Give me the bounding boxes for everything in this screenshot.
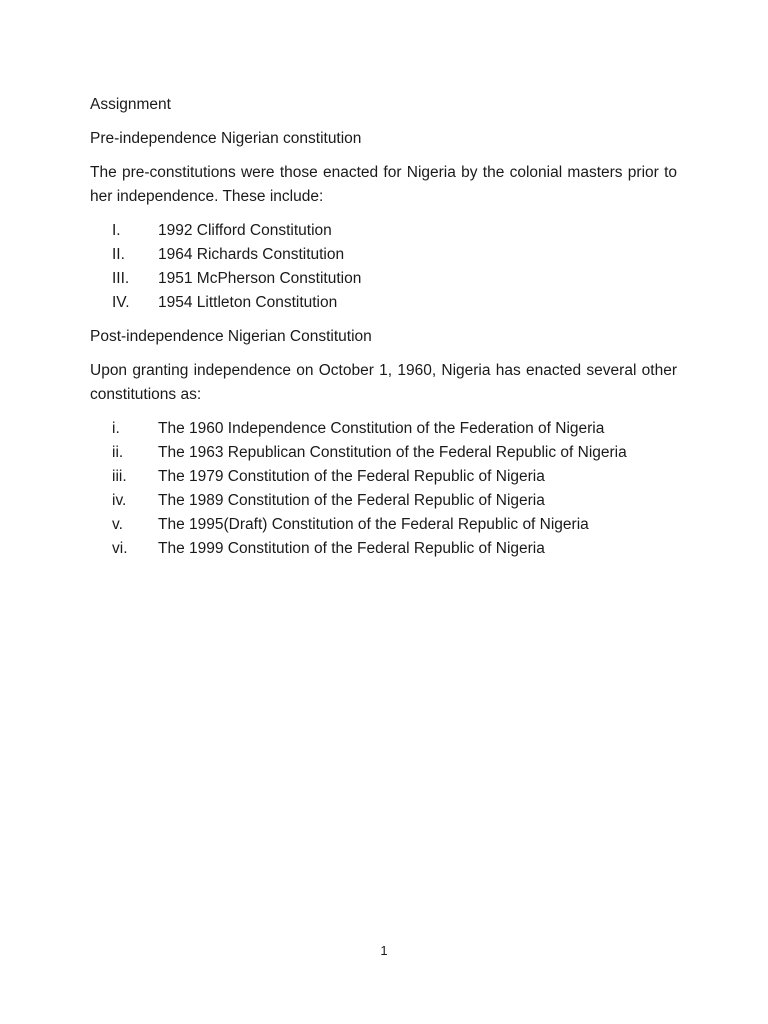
list-item bbox=[90, 291, 677, 315]
list-item-text: 1964 Richards Constitution bbox=[158, 246, 345, 263]
pre-independence-intro: The pre-constitutions were those enacted for Nigeria by the colonial masters prior to her independence. These include: bbox=[90, 164, 677, 205]
list-item-text: 1992 Clifford Constitution bbox=[158, 222, 332, 239]
list-item-text: The 1960 Independence Constitution of the Federation of Nigeria bbox=[158, 420, 605, 437]
post-independence-heading: Post-independence Nigerian Constitution bbox=[90, 328, 372, 345]
list-item-number: iii. bbox=[112, 468, 127, 485]
list-item-number: III. bbox=[112, 270, 130, 287]
list-item-number: iv. bbox=[112, 492, 127, 509]
list-item-number: I. bbox=[112, 222, 121, 239]
list-item-number: i. bbox=[112, 420, 120, 437]
list-item-number: II. bbox=[112, 246, 125, 263]
list-item-text: The 1979 Constitution of the Federal Republic of Nigeria bbox=[158, 468, 545, 485]
page-number: 1 bbox=[380, 943, 388, 958]
pre-independence-heading: Pre-independence Nigerian constitution bbox=[90, 130, 362, 147]
list-item bbox=[90, 465, 677, 489]
list-item-text: 1951 McPherson Constitution bbox=[158, 270, 362, 287]
document-body bbox=[90, 93, 677, 571]
list-item-text: The 1963 Republican Constitution of the Federal Republic of Nigeria bbox=[158, 444, 627, 461]
list-item bbox=[90, 537, 677, 561]
list-item bbox=[90, 441, 677, 465]
list-item-number: IV. bbox=[112, 294, 130, 311]
list-item bbox=[90, 489, 677, 513]
pre-independence-list bbox=[90, 219, 677, 315]
list-item-text: The 1995(Draft) Constitution of the Federal Republic of Nigeria bbox=[158, 516, 589, 533]
list-item bbox=[90, 513, 677, 537]
list-item-number: vi. bbox=[112, 540, 128, 557]
list-item-text: 1954 Littleton Constitution bbox=[158, 294, 338, 311]
list-item-number: v. bbox=[112, 516, 123, 533]
post-independence-intro: Upon granting independence on October 1, 1960, Nigeria has enacted several other constitutions as: bbox=[90, 362, 677, 403]
document-title: Assignment bbox=[90, 96, 171, 113]
list-item bbox=[90, 219, 677, 243]
list-item bbox=[90, 417, 677, 441]
list-item-text: The 1989 Constitution of the Federal Republic of Nigeria bbox=[158, 492, 545, 509]
post-independence-list bbox=[90, 417, 677, 561]
list-item-text: The 1999 Constitution of the Federal Republic of Nigeria bbox=[158, 540, 545, 557]
list-item-number: ii. bbox=[112, 444, 124, 461]
list-item bbox=[90, 267, 677, 291]
list-item bbox=[90, 243, 677, 267]
